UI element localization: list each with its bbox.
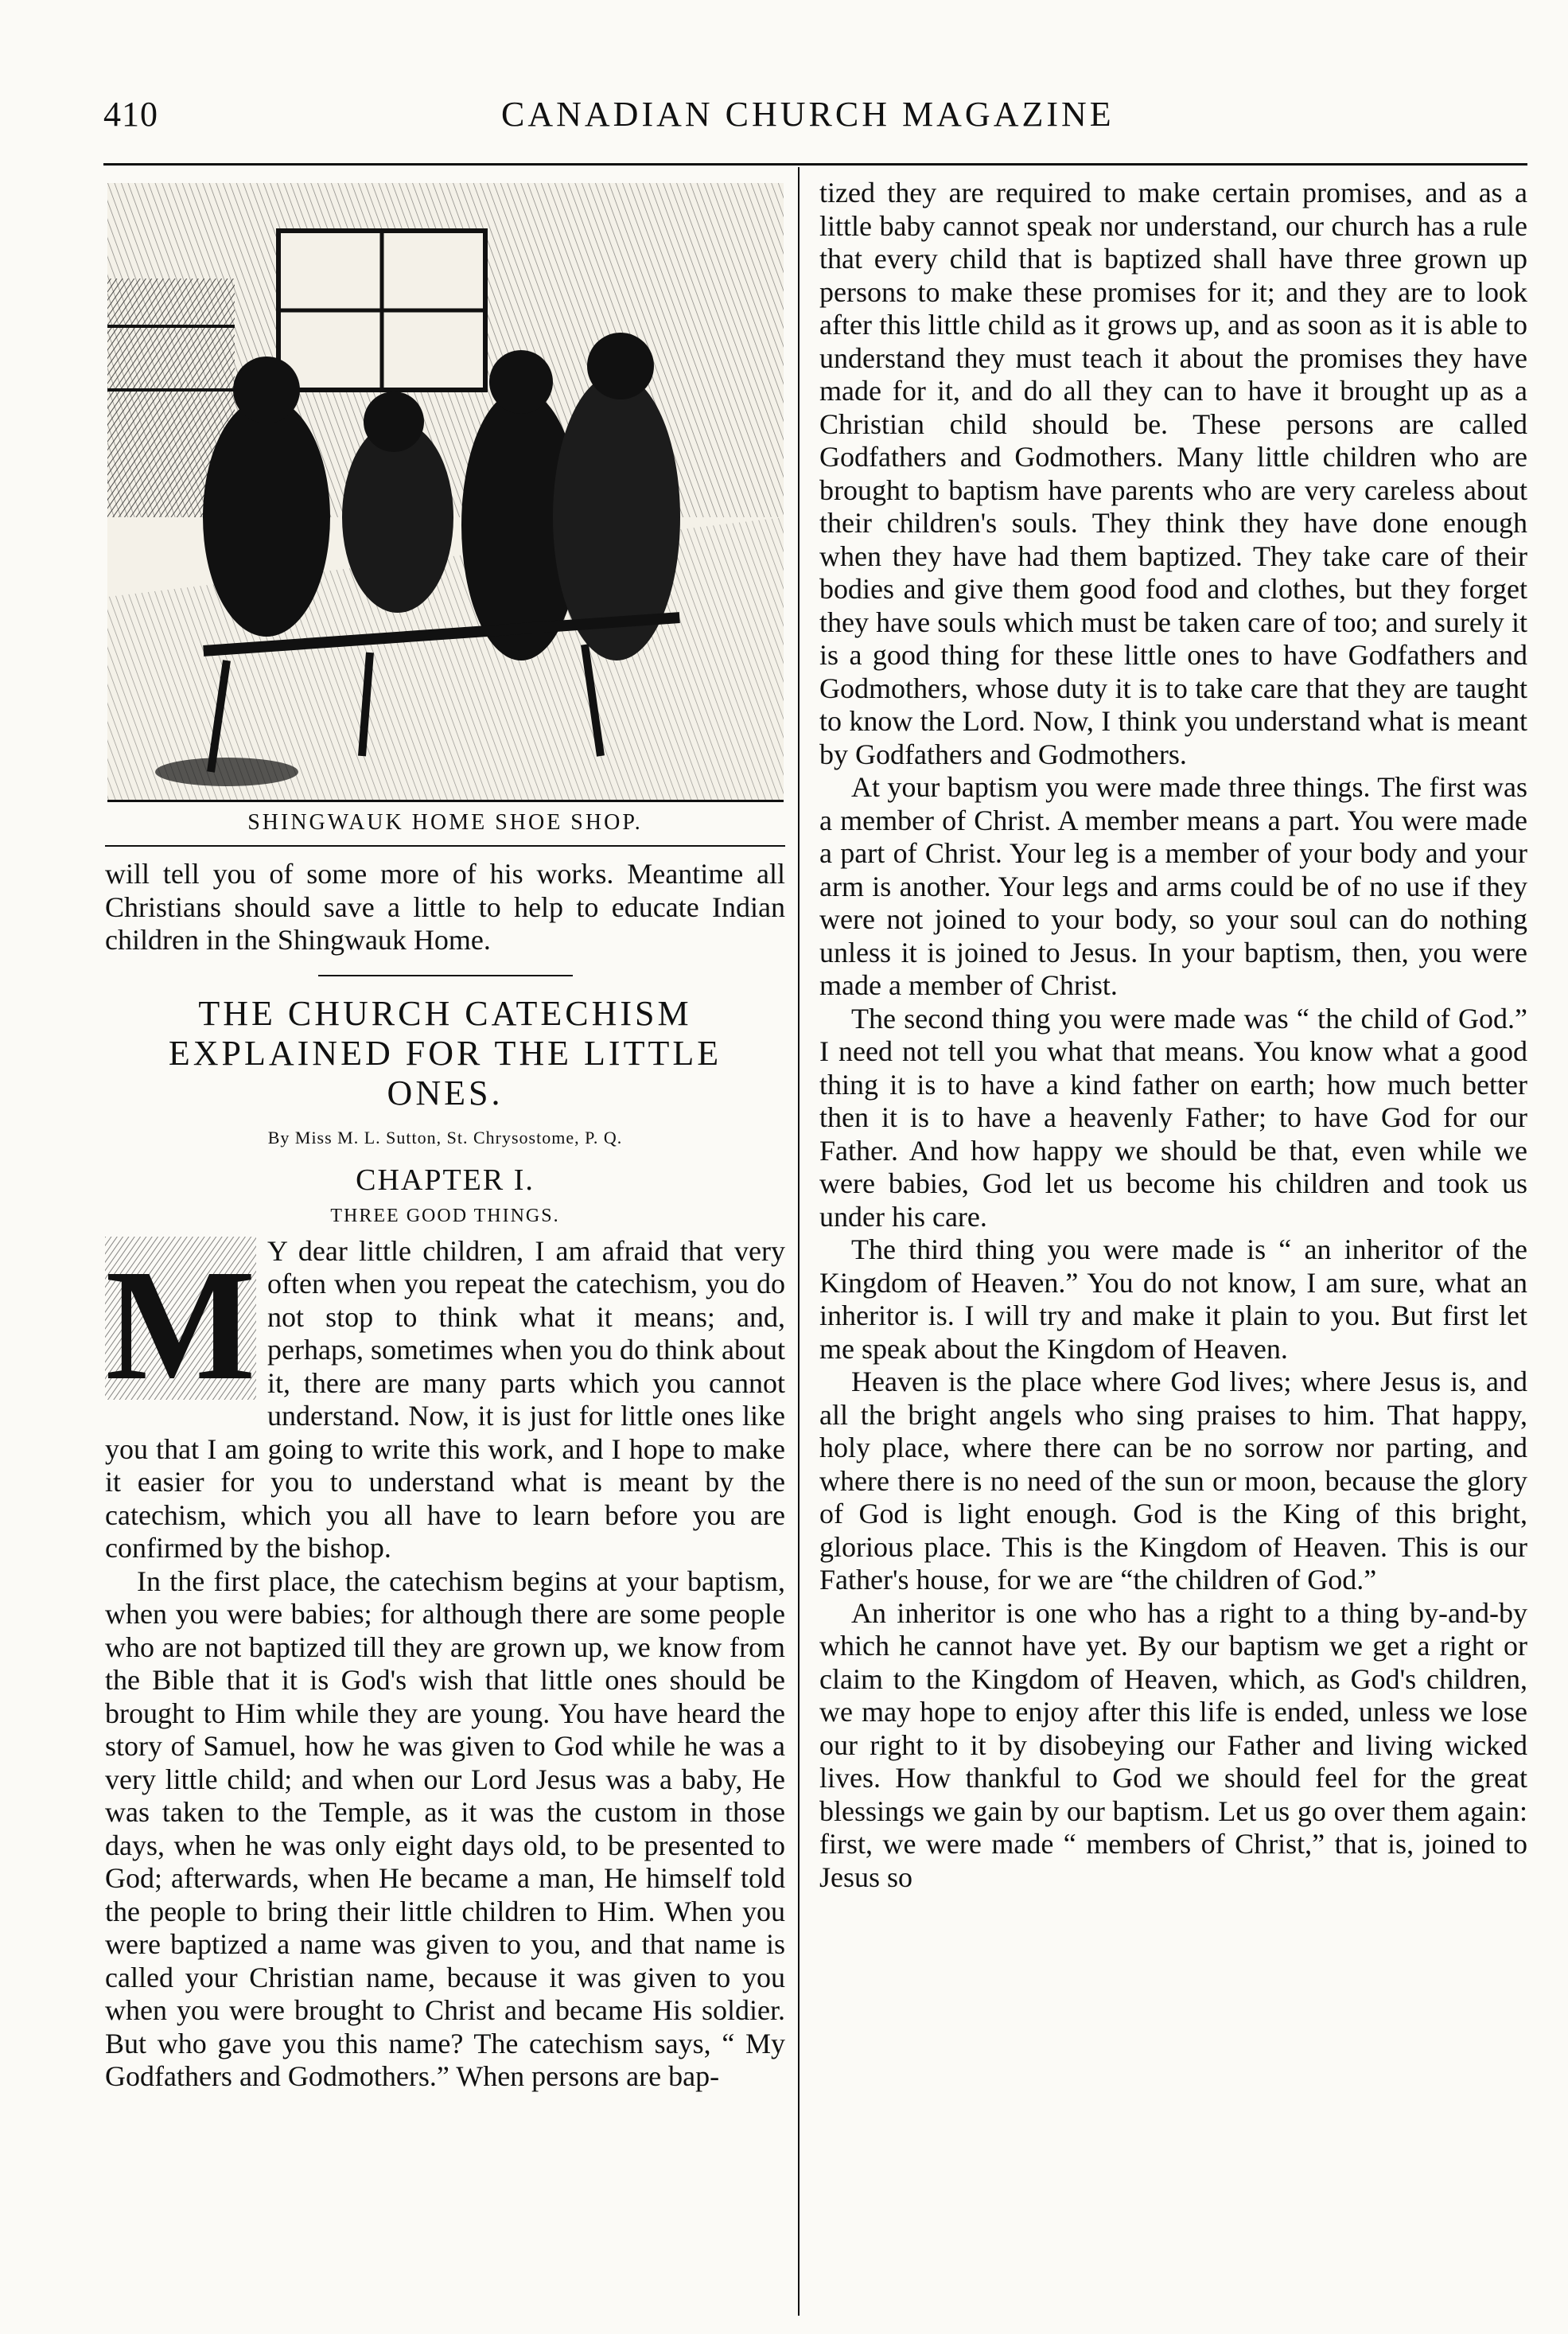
right-paragraph-2: At your baptism you were made three things. The first was a member of Christ. A member means a part. You were made a part of Christ. Your leg is a member of your body and your arm is another. Your legs and arms could be of no use if they were not joined to your body, so your soul can do nothing unless it is joined to Jesus. In your baptism, then, you were made a member of Christ. <box>819 771 1527 1001</box>
opening-paragraph <box>105 1235 785 1565</box>
right-column <box>819 177 1527 1894</box>
article-title: THE CHURCH CATECHISM EXPLAINED FOR THE LITTLE ONES. <box>168 993 722 1112</box>
right-paragraph-4: The third thing you were made is “ an inheritor of the Kingdom of Heaven.” You do not know, I am sure, what an inheritor is. I will try and make it plain to you. But first let me speak about the Kingdom of Heaven. <box>819 1233 1527 1365</box>
illustration-caption: SHINGWAUK HOME SHOE SHOP. <box>247 810 643 835</box>
intro-paragraph: will tell you of some more of his works. Meantime all Christians should save a little to help to educate Indian children in the Shingwauk Home. <box>105 858 785 956</box>
chapter-subheading: THREE GOOD THINGS. <box>330 1205 560 1226</box>
right-paragraph-3: The second thing you were made was “ the child of God.” I need not tell you what that means. You know what a good thing it is to have a kind father on earth; how much better then it is to have a heavenly Father; to have God for our Father. And how happy we should be that, even while we were babies, God let us become his children and took us under his care. <box>819 1002 1527 1233</box>
column-divider <box>798 167 800 2316</box>
right-paragraph-1: tized they are required to make certain promises, and as a little baby cannot speak nor understand, our church has a rule that every child that is baptized shall have three grown up persons to make these promises for it; and they are to look after this little child as it grows up, and as soon as it is able to understand they must teach it about the promises they have made for it, and do all they can to have it brought up as a Christian child should be. These persons are called Godfathers and Godmothers. Many little children who are brought to baptism have parents who are very careless about their children's souls. They think they have done enough when they have had them baptized. They take care of their bodies and give them good food and clothes, but they forget they have souls which must be taken care of too; and surely it is a good thing for these little ones to have Godfathers and Godmothers, whose duty it is to take care that they are taught to know the Lord. Now, I think you understand what is meant by Godfathers and Godmothers. <box>819 177 1527 770</box>
paragraph-1: Y dear little children, I am afraid that very often when you repeat the catechism, you do not stop to think what it means; and, perhaps, sometimes when you do think about it, there are many parts which you cannot understand. Now, it is just for little ones like you that I am going to write this work, and I hope to make it easier for you to understand what is meant by the catechism, which you all have to learn before you are confirmed by the bishop. <box>105 1234 785 1564</box>
header-rule <box>103 163 1527 166</box>
paragraph-2: In the first place, the catechism begins at your baptism, when you were babies; for although there are some people who are not baptized till they are grown up, we know from the Bible that it is God's wish that little ones should be brought to Him while they are young. You have heard the story of Samuel, how he was given to God while he was a very little child; and when our Lord Jesus was a baby, He was taken to the Temple, as it was the custom in those days, when he was only eight days old, to be presented to God; afterwards, when He became a man, He himself told the people to bring their little children to Him. When you were baptized a name was given to you, and that name is called your Christian name, because it was given to you when you were brought to Christ and became His soldier. But who gave you this name? The catechism says, “ My Godfathers and Godmothers.” When persons are bap- <box>105 1564 785 2092</box>
shoe-shop-illustration <box>107 183 784 802</box>
right-paragraph-6: An inheritor is one who has a right to a thing by-and-by which he cannot have yet. By our baptism we get a right or claim to the Kingdom of Heaven, which, as God's children, we may hope to enjoy after this life is ended, unless we lose our right to it by disobeying our Father and living wicked lives. How thankful to God we should feel for the great blessings we gain by our baptism. Let us go over them again: first, we were made “ members of Christ,” that is, joined to Jesus so <box>819 1596 1527 1893</box>
caption-rule <box>105 845 785 847</box>
section-rule <box>318 975 573 976</box>
magazine-title: CANADIAN CHURCH MAGAZINE <box>501 95 1115 134</box>
page-number: 410 <box>103 95 158 134</box>
drop-cap-ornament <box>105 1237 256 1400</box>
byline: By Miss M. L. Sutton, St. Chrysostome, P. Q. <box>267 1127 623 1148</box>
decorative-drop-cap <box>105 1237 256 1400</box>
right-paragraph-5: Heaven is the place where God lives; where Jesus is, and all the bright angels who sing praises to him. That happy, holy place, where there can be no sorrow nor parting, and where there is no need of the sun or moon, because the glory of God is light enough. God is the King of this bright, glorious place. This is the Kingdom of Heaven. This is our Father's house, for we are “the children of God.” <box>819 1366 1527 1596</box>
drop-cap-letter: M <box>105 1237 256 1400</box>
chapter-heading: CHAPTER I. <box>356 1163 535 1197</box>
page-header <box>103 94 1527 150</box>
engraving-image <box>107 183 784 800</box>
left-column <box>105 183 785 2094</box>
